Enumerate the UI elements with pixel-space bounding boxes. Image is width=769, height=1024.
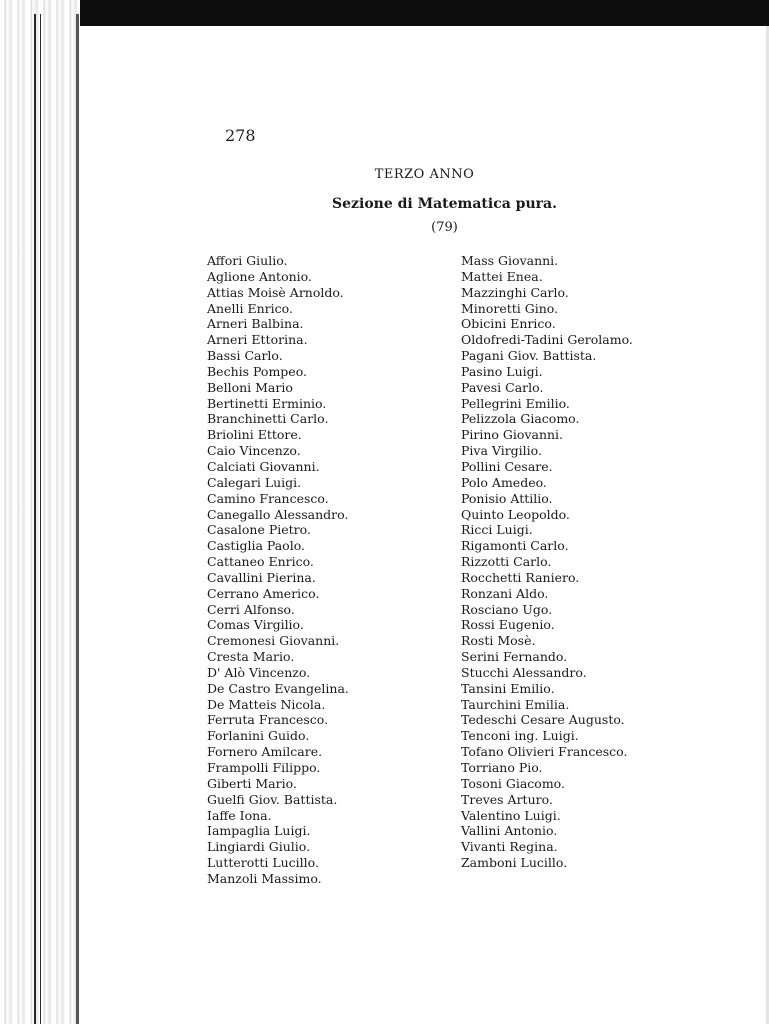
student-name: Zamboni Lucillo. <box>461 855 568 871</box>
student-count: (79) <box>431 220 458 235</box>
student-name: Obicini Enrico. <box>461 316 556 332</box>
section-title: Sezione di Matematica pura. <box>332 196 557 212</box>
student-name: Pollini Cesare. <box>461 458 553 474</box>
student-name: Mass Giovanni. <box>461 253 559 268</box>
student-name: Attias Moisè Arnoldo. <box>207 284 344 300</box>
student-name: Ponisio Attilio. <box>461 490 553 506</box>
binding-line <box>34 14 36 1024</box>
student-name: Cavallini Pierina. <box>207 569 316 585</box>
student-name: Bertinetti Erminio. <box>207 395 327 411</box>
student-name: Ricci Luigi. <box>461 522 533 538</box>
student-name: Torriano Pio. <box>461 760 543 775</box>
student-name: De Castro Evangelina. <box>207 680 349 696</box>
student-name: Camino Francesco. <box>207 490 329 506</box>
student-name: Ronzani Aldo. <box>461 585 549 601</box>
student-name: Ferruta Francesco. <box>207 712 329 728</box>
student-name: Tedeschi Cesare Augusto. <box>461 712 625 728</box>
student-name: Caio Vincenzo. <box>207 443 301 459</box>
student-name: Minoretti Gino. <box>461 300 559 316</box>
student-name: Bassi Carlo. <box>207 348 283 364</box>
book-binding <box>0 0 80 1024</box>
student-name: Taurchini Emilia. <box>461 696 570 712</box>
student-name: Canegallo Alessandro. <box>207 506 349 522</box>
scan-top-border <box>0 0 769 26</box>
student-name: Iampaglia Luigi. <box>207 823 311 839</box>
student-name: Rigamonti Carlo. <box>461 538 569 554</box>
student-name: Stucchi Alessandro. <box>461 664 587 680</box>
student-name: Rosti Mosè. <box>461 633 536 649</box>
student-name: Cerrano Americo. <box>207 585 320 601</box>
student-name: Pasino Luigi. <box>461 363 543 379</box>
student-name: Cremonesi Giovanni. <box>207 633 340 649</box>
student-name: Lutterotti Lucillo. <box>207 855 319 871</box>
student-name: Treves Arturo. <box>461 791 553 807</box>
student-name: Vivanti Regina. <box>461 839 558 855</box>
student-name: Tosoni Giacomo. <box>461 775 565 791</box>
student-name: Guelfi Giov. Battista. <box>207 791 338 807</box>
student-name: Bechis Pompeo. <box>207 363 307 379</box>
student-name: Cerri Alfonso. <box>207 601 295 617</box>
student-name: Anelli Enrico. <box>207 300 293 316</box>
student-name: Pirino Giovanni. <box>461 427 564 443</box>
student-name: Arneri Balbina. <box>207 316 304 332</box>
student-name: Vallini Antonio. <box>461 823 558 839</box>
student-name: Calegari Luigi. <box>207 474 302 490</box>
student-list-right <box>461 253 633 871</box>
student-name: Rosciano Ugo. <box>461 601 553 617</box>
student-name: Calciati Giovanni. <box>207 458 320 474</box>
student-name: Frampolli Filippo. <box>207 760 321 775</box>
student-name: Pellegrini Emilio. <box>461 395 570 411</box>
student-name: Piva Virgilio. <box>461 443 542 459</box>
student-name: Belloni Mario <box>207 379 293 395</box>
student-list-left <box>207 253 349 887</box>
student-name: Cattaneo Enrico. <box>207 554 314 570</box>
binding-line <box>76 14 79 1024</box>
student-name: Casalone Pietro. <box>207 522 311 538</box>
student-name: Fornero Amilcare. <box>207 744 323 760</box>
student-name: Mattei Enea. <box>461 268 543 284</box>
student-name: Rocchetti Raniero. <box>461 569 580 585</box>
student-name: Giberti Mario. <box>207 775 297 791</box>
student-name: Lingiardi Giulio. <box>207 839 311 855</box>
student-name: Forlanini Guido. <box>207 728 310 744</box>
student-name: Pavesi Carlo. <box>461 379 544 395</box>
student-name: Quinto Leopoldo. <box>461 506 570 522</box>
page-number: 278 <box>225 126 256 145</box>
student-name: Briolini Ettore. <box>207 427 302 443</box>
student-name: Branchinetti Carlo. <box>207 411 329 427</box>
student-name: Rossi Eugenio. <box>461 617 555 633</box>
student-name: Affori Giulio. <box>207 253 288 268</box>
student-name: Tofano Olivieri Francesco. <box>461 744 628 760</box>
student-name: Cresta Mario. <box>207 649 295 665</box>
student-name: Pagani Giov. Battista. <box>461 348 597 364</box>
student-name: Valentino Luigi. <box>461 807 561 823</box>
student-name: Pelizzola Giacomo. <box>461 411 580 427</box>
student-name: De Matteis Nicola. <box>207 696 326 712</box>
student-name: Serini Fernando. <box>461 649 568 665</box>
student-name: D' Alò Vincenzo. <box>207 664 311 680</box>
student-name: Comas Virgilio. <box>207 617 304 633</box>
student-name: Iaffe Iona. <box>207 807 272 823</box>
binding-line <box>40 14 41 1024</box>
student-name: Rizzotti Carlo. <box>461 554 552 570</box>
student-name: Oldofredi-Tadini Gerolamo. <box>461 332 633 348</box>
student-name: Aglione Antonio. <box>207 268 312 284</box>
year-heading: TERZO ANNO <box>374 167 475 182</box>
student-name: Tenconi ing. Luigi. <box>461 728 579 744</box>
student-name: Tansini Emilio. <box>461 680 555 696</box>
student-name: Mazzinghi Carlo. <box>461 284 569 300</box>
student-name: Castiglia Paolo. <box>207 538 305 554</box>
student-name: Manzoli Massimo. <box>207 870 322 886</box>
student-name: Polo Amedeo. <box>461 474 547 490</box>
student-name: Arneri Ettorina. <box>207 332 308 348</box>
